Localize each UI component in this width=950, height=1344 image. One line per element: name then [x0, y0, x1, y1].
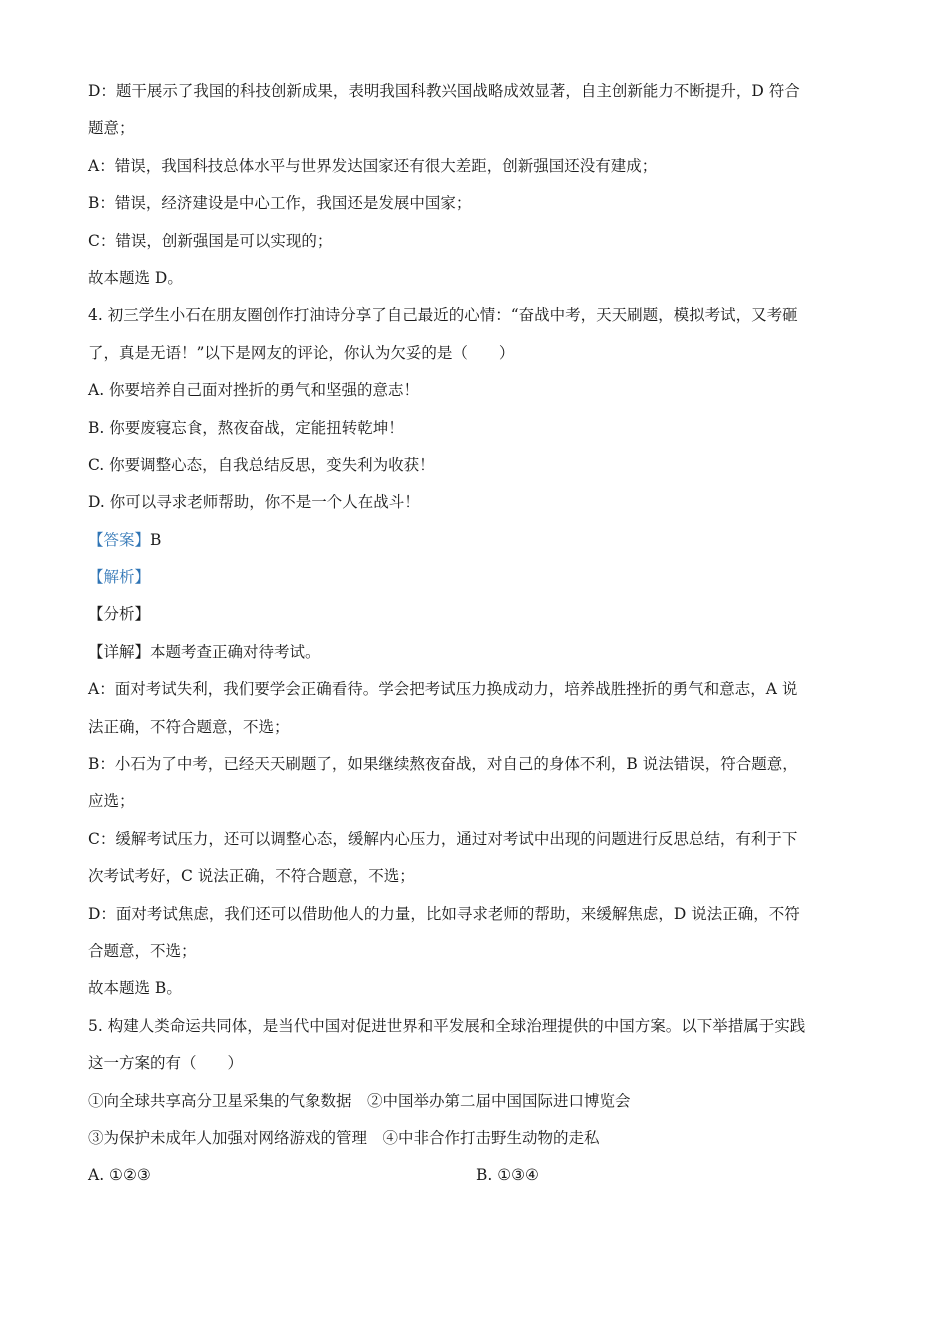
- q3-analysis-b: B：错误，经济建设是中心工作，我国还是发展中国家；: [88, 194, 472, 213]
- q4-stem-line1: 4. 初三学生小石在朋友圈创作打油诗分享了自己最近的心情：“奋战中考，天天刷题，模拟考试，又考砸: [88, 306, 798, 325]
- q4-analysis-b-line1: B：小石为了中考，已经天天刷题了，如果继续熬夜奋战，对自己的身体不利，B 说法错误，符合题意，: [88, 755, 798, 774]
- q5-stem-line1: 5. 构建人类命运共同体，是当代中国对促进世界和平发展和全球治理提供的中国方案。以下举措属于实践: [88, 1016, 806, 1035]
- document-page: [88, 78, 863, 1200]
- q5-option-b: B. ①③④: [476, 1166, 539, 1185]
- q5-items-line1: ①向全球共享高分卫星采集的气象数据 ②中国举办第二届中国国际进口博览会: [88, 1091, 631, 1110]
- q4-option-b: B. 你要废寝忘食，熬夜奋战，定能扭转乾坤！: [88, 418, 404, 437]
- q4-analysis-c-line2: 次考试考好，C 说法正确，不符合题意，不选；: [88, 867, 415, 886]
- analysis-tag: 【解析】: [88, 568, 151, 587]
- q3-conclusion: 故本题选 D。: [88, 268, 183, 287]
- q5-stem-line2: 这一方案的有（ ）: [88, 1054, 244, 1073]
- q4-analysis-d-line1: D：面对考试焦虑，我们还可以借助他人的力量，比如寻求老师的帮助，来缓解焦虑，D 说法正确，不符: [88, 904, 800, 923]
- answer-value: B: [150, 530, 162, 549]
- q4-stem-line2: 了，真是无语！”以下是网友的评论，你认为欠妥的是（ ）: [88, 343, 515, 362]
- fenxi-heading: 【分析】: [88, 605, 151, 624]
- q4-analysis-c-line1: C：缓解考试压力，还可以调整心态，缓解内心压力，通过对考试中出现的问题进行反思总结，有利于下: [88, 829, 798, 848]
- q4-option-a: A. 你要培养自己面对挫折的勇气和坚强的意志！: [88, 381, 420, 400]
- q3-analysis-d-line2: 题意；: [88, 119, 135, 138]
- answer-tag: 【答案】: [88, 530, 151, 549]
- q4-answer-line: [88, 527, 863, 564]
- q5-option-a: A. ①②③: [88, 1166, 151, 1185]
- q3-analysis-d-line1: D：题干展示了我国的科技创新成果，表明我国科教兴国战略成效显著，自主创新能力不断提升，D 符合: [88, 82, 800, 100]
- q4-option-d: D. 你可以寻求老师帮助，你不是一个人在战斗！: [88, 493, 420, 512]
- q5-options-row: [88, 1162, 863, 1199]
- q3-analysis-c: C：错误，创新强国是可以实现的；: [88, 231, 333, 250]
- detail-line: 【详解】本题考查正确对待考试。: [88, 642, 321, 661]
- q4-conclusion: 故本题选 B。: [88, 979, 182, 998]
- q4-analysis-d-line2: 合题意，不选；: [88, 941, 197, 960]
- q5-items-line2: ③为保护未成年人加强对网络游戏的管理 ④中非合作打击野生动物的走私: [88, 1128, 600, 1147]
- q4-analysis-a-line2: 法正确，不符合题意，不选；: [88, 717, 290, 736]
- q4-analysis-b-line2: 应选；: [88, 792, 135, 811]
- q4-analysis-a-line1: A：面对考试失利，我们要学会正确看待。学会把考试压力换成动力，培养战胜挫折的勇气和意志，A 说: [88, 680, 798, 699]
- q4-option-c: C. 你要调整心态，自我总结反思，变失利为收获！: [88, 455, 435, 474]
- q3-analysis-a: A：错误，我国科技总体水平与世界发达国家还有很大差距，创新强国还没有建成；: [88, 156, 658, 175]
